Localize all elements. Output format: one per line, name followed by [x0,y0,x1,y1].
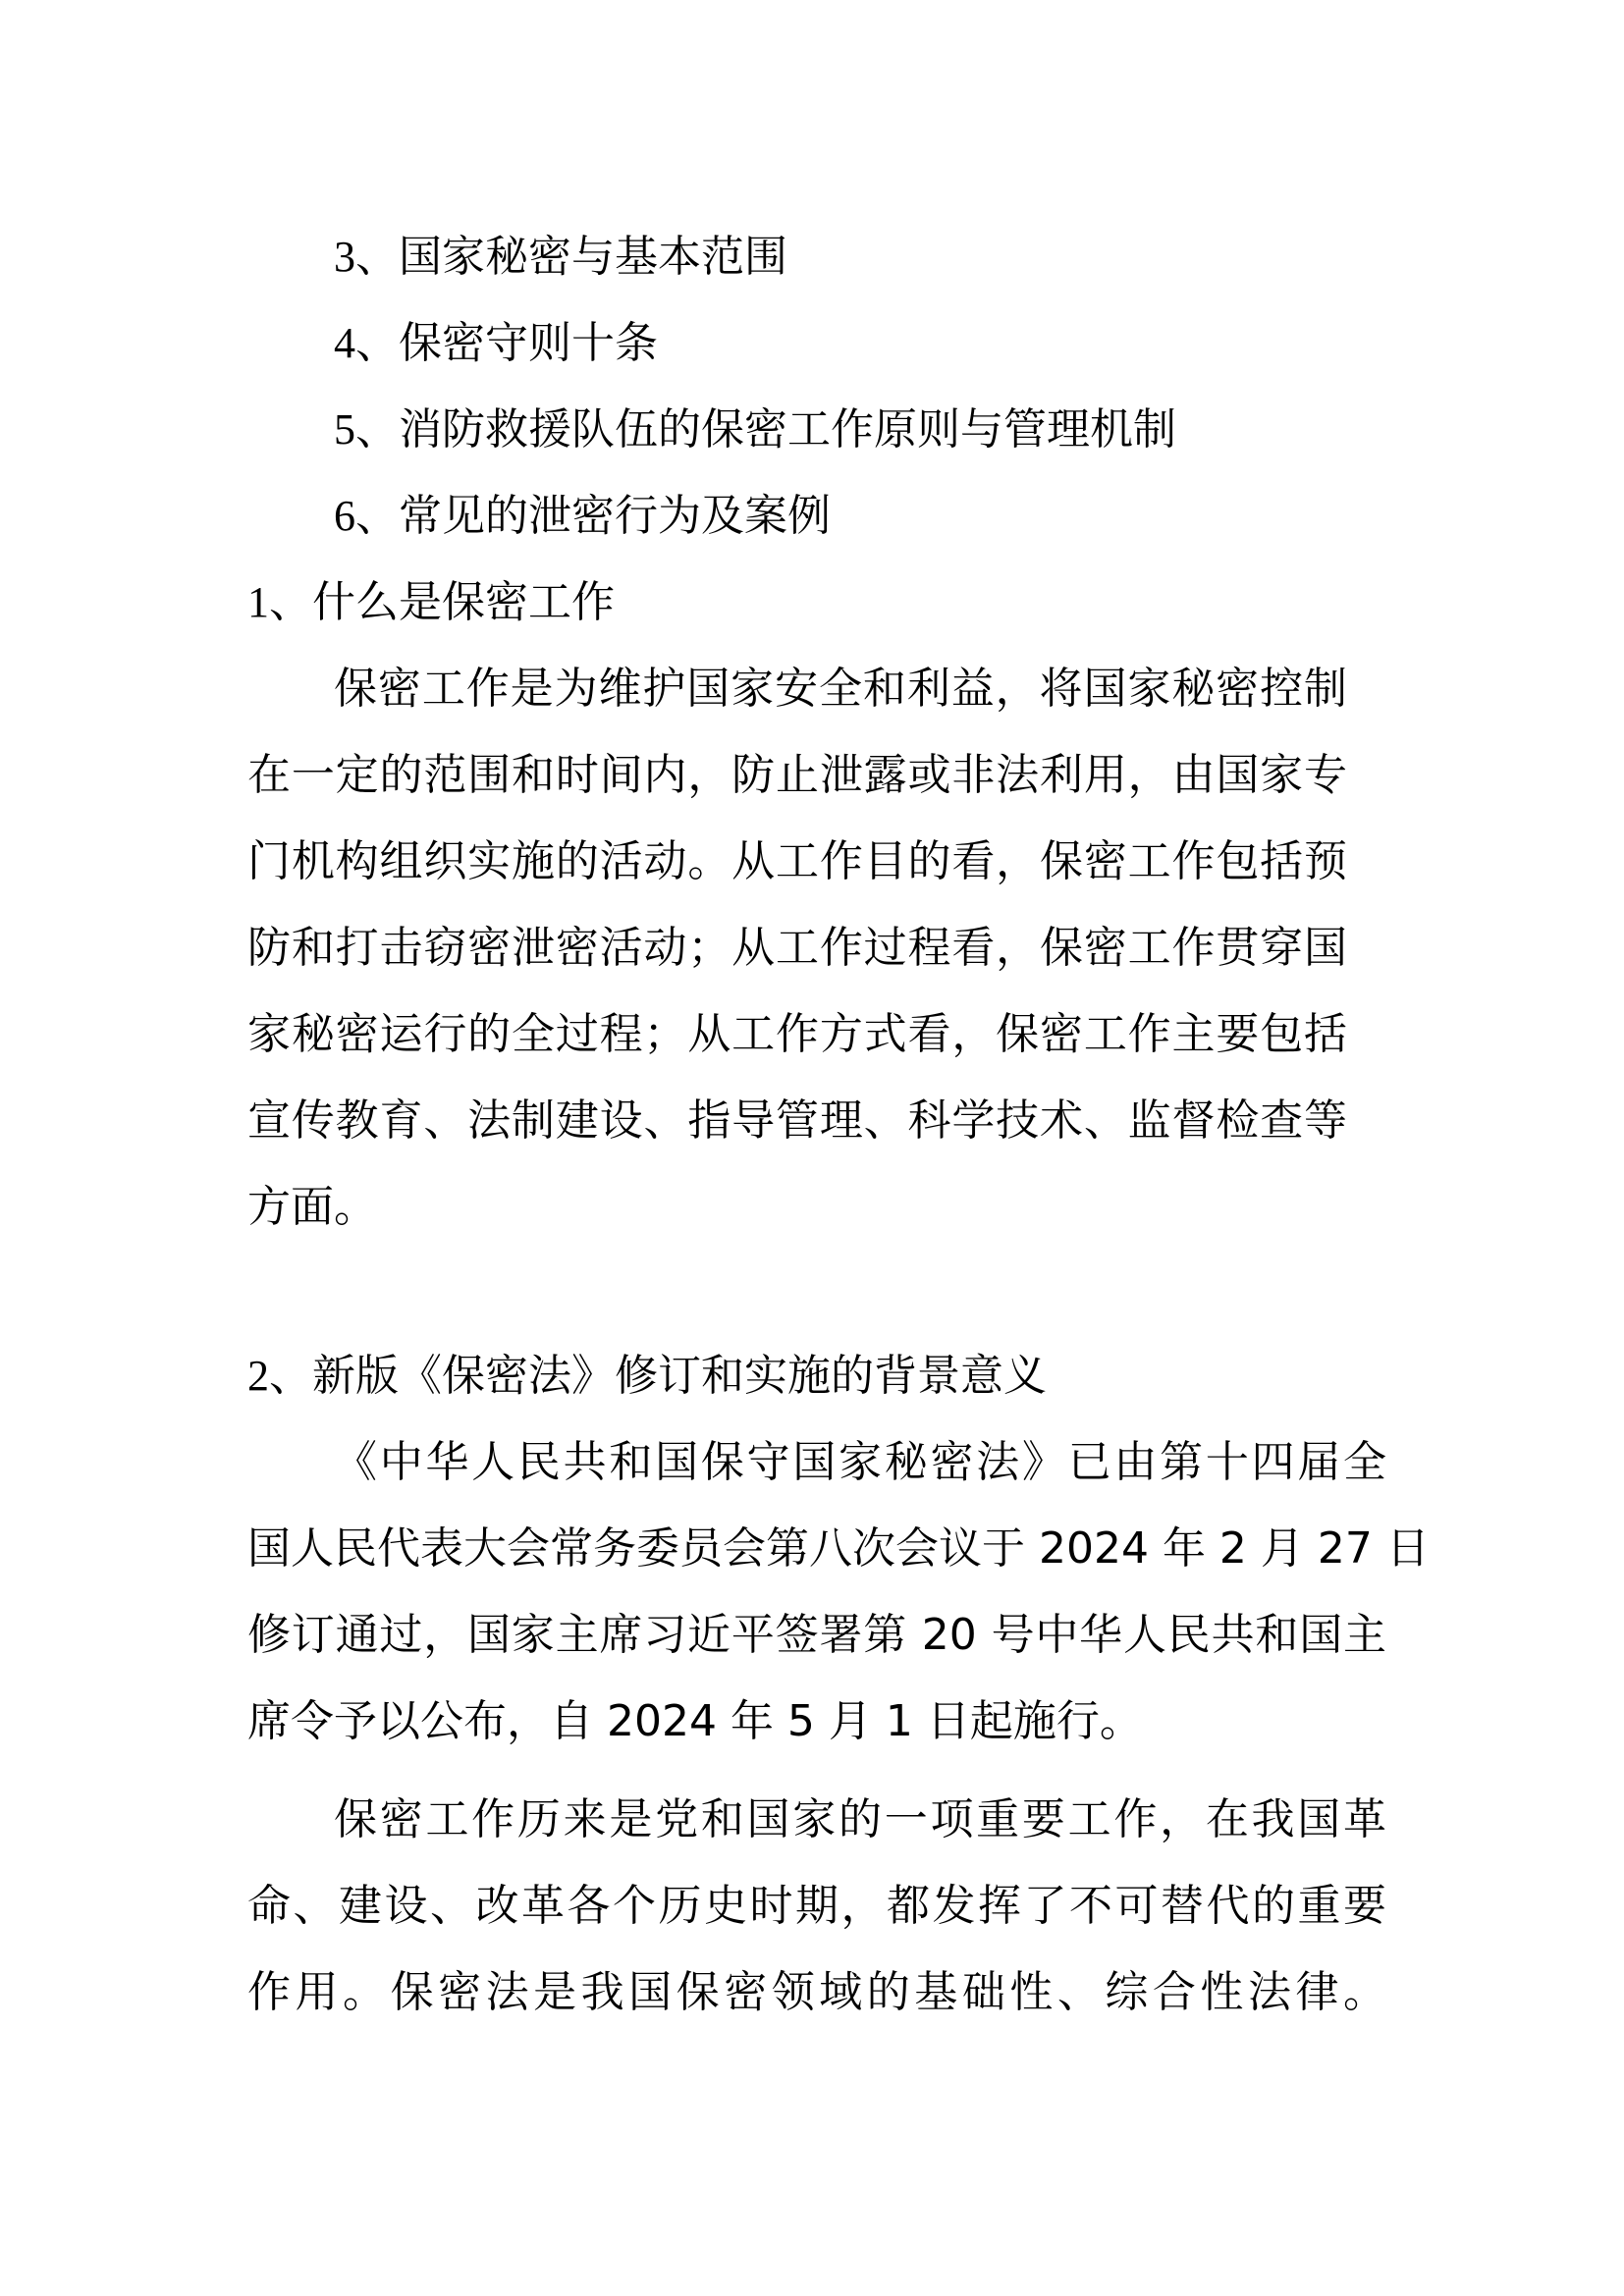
section-2-para-1-line: 席令予以公布，自 2024 年 5 月 1 日起施行。 [247,1696,1143,1746]
section-1-heading [247,573,615,632]
toc-item [334,228,787,287]
toc-item-number: 4 [334,319,355,367]
toc-item-number: 6 [334,492,355,540]
section-2-para-1-line: 修订通过，国家主席习近平签署第 20 号中华人民共和国主 [247,1610,1386,1660]
toc-item-text: 、保密守则十条 [355,318,658,368]
section-2-para-1-line: 《中华人民共和国保守国家秘密法》已由第十四届全 [334,1437,1386,1487]
section-1-number: 1 [247,578,269,626]
section-2-para-2-line: 作用。保密法是我国保密领域的基础性、综合性法律。 [247,1967,1386,2017]
section-2-number: 2 [247,1352,269,1400]
section-1-line: 防和打击窃密泄密活动；从工作过程看，保密工作贯穿国 [247,923,1347,973]
toc-item [334,487,831,546]
toc-item-number: 3 [334,233,355,281]
section-1-line: 家秘密运行的全过程；从工作方式看，保密工作主要包括 [247,1009,1347,1059]
section-2-para-2-line: 命、建设、改革各个历史时期，都发挥了不可替代的重要 [247,1881,1386,1931]
section-1-line: 宣传教育、法制建设、指导管理、科学技术、监督检查等 [247,1095,1347,1146]
section-2-title: 、新版《保密法》修订和实施的背景意义 [269,1351,1047,1401]
toc-item-text: 、消防救援队伍的保密工作原则与管理机制 [355,404,1176,454]
section-1-title: 、什么是保密工作 [269,577,615,627]
toc-item-text: 、常见的泄密行为及案例 [355,491,831,541]
toc-item-number: 5 [334,405,355,454]
section-1-line: 方面。 [247,1182,377,1232]
toc-item [334,400,1176,459]
toc-item [334,314,658,373]
section-2-para-2-line: 保密工作历来是党和国家的一项重要工作，在我国革 [334,1794,1386,1844]
section-1-line: 在一定的范围和时间内，防止泄露或非法利用，由国家专 [247,750,1347,800]
toc-item-text: 、国家秘密与基本范围 [355,232,787,282]
section-2-heading [247,1347,1047,1406]
section-2-para-1-line: 国人民代表大会常务委员会第八次会议于 2024 年 2 月 27 日 [247,1523,1430,1574]
section-1-line: 门机构组织实施的活动。从工作目的看，保密工作包括预 [247,836,1347,886]
section-1-line: 保密工作是为维护国家安全和利益，将国家秘密控制 [334,664,1347,714]
